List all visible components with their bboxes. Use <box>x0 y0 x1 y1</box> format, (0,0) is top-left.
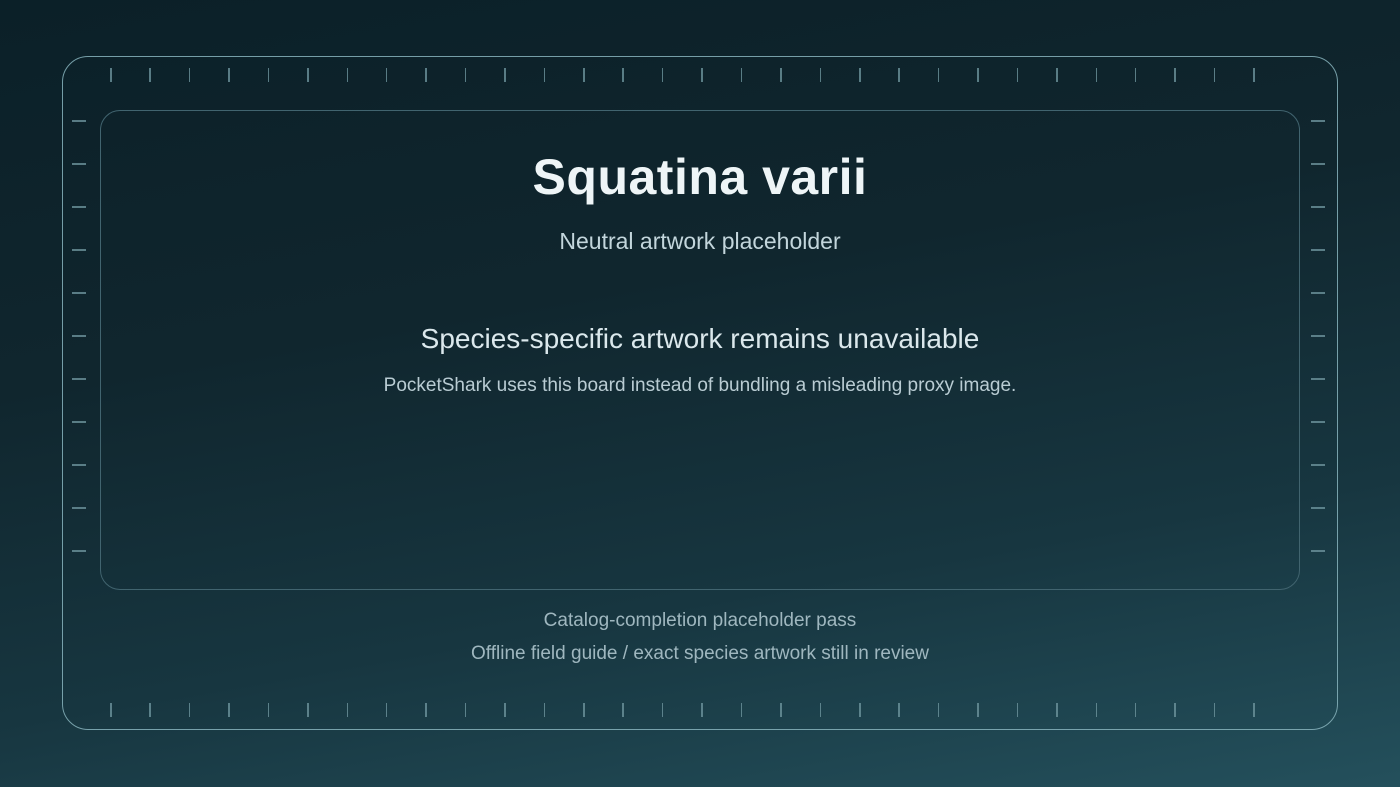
tick-column-left <box>72 120 86 552</box>
tick-mark <box>1174 68 1176 82</box>
tick-mark <box>583 68 585 82</box>
tick-mark <box>504 703 506 717</box>
tick-mark <box>1056 703 1058 717</box>
tick-mark <box>1311 464 1325 466</box>
tick-mark <box>1056 68 1058 82</box>
tick-mark <box>307 703 309 717</box>
tick-mark <box>110 703 112 717</box>
tick-mark <box>72 249 86 251</box>
tick-mark <box>386 703 388 717</box>
species-title: Squatina varii <box>532 149 868 205</box>
tick-mark <box>1311 206 1325 208</box>
tick-mark <box>1017 68 1019 82</box>
tick-mark <box>977 68 979 82</box>
footer-line-primary: Catalog-completion placeholder pass <box>543 610 857 631</box>
tick-mark <box>189 68 191 82</box>
tick-mark <box>465 703 467 717</box>
tick-mark <box>228 68 230 82</box>
tick-mark <box>859 68 861 82</box>
tick-mark <box>72 378 86 380</box>
tick-mark <box>662 703 664 717</box>
tick-mark <box>307 68 309 82</box>
availability-headline: Species-specific artwork remains unavailable <box>420 323 980 354</box>
tick-mark <box>465 68 467 82</box>
tick-mark <box>1311 292 1325 294</box>
tick-mark <box>820 68 822 82</box>
tick-mark <box>741 703 743 717</box>
tick-mark <box>622 68 624 82</box>
tick-mark <box>701 703 703 717</box>
tick-mark <box>72 292 86 294</box>
tick-mark <box>1214 703 1216 717</box>
tick-mark <box>504 68 506 82</box>
tick-mark <box>780 703 782 717</box>
tick-mark <box>898 703 900 717</box>
footer-line-secondary: Offline field guide / exact species artwork still in review <box>471 643 929 664</box>
tick-mark <box>701 68 703 82</box>
tick-mark <box>347 68 349 82</box>
tick-mark <box>780 68 782 82</box>
tick-mark <box>228 703 230 717</box>
tick-mark <box>149 68 151 82</box>
tick-mark <box>1017 703 1019 717</box>
tick-mark <box>1311 335 1325 337</box>
tick-mark <box>1135 68 1137 82</box>
tick-mark <box>1311 163 1325 165</box>
tick-mark <box>622 703 624 717</box>
tick-mark <box>1311 378 1325 380</box>
tick-mark <box>1311 249 1325 251</box>
tick-mark <box>544 703 546 717</box>
tick-mark <box>189 703 191 717</box>
tick-mark <box>820 703 822 717</box>
tick-mark <box>1253 703 1255 717</box>
tick-mark <box>1096 703 1098 717</box>
board-content <box>100 110 1300 397</box>
tick-mark <box>662 68 664 82</box>
tick-mark <box>898 68 900 82</box>
tick-mark <box>72 335 86 337</box>
tick-mark <box>72 163 86 165</box>
tick-mark <box>583 703 585 717</box>
tick-mark <box>110 68 112 82</box>
availability-note: PocketShark uses this board instead of bundling a misleading proxy image. <box>383 375 1017 396</box>
tick-mark <box>72 206 86 208</box>
species-subtitle: Neutral artwork placeholder <box>559 228 841 254</box>
tick-mark <box>1253 68 1255 82</box>
tick-mark <box>72 421 86 423</box>
board-footer <box>100 604 1300 670</box>
tick-mark <box>1214 68 1216 82</box>
tick-row-bottom <box>110 703 1255 717</box>
tick-mark <box>386 68 388 82</box>
tick-mark <box>741 68 743 82</box>
tick-mark <box>544 68 546 82</box>
tick-mark <box>859 703 861 717</box>
tick-mark <box>149 703 151 717</box>
tick-mark <box>72 550 86 552</box>
tick-mark <box>425 703 427 717</box>
tick-mark <box>72 507 86 509</box>
tick-mark <box>977 703 979 717</box>
tick-mark <box>938 68 940 82</box>
tick-mark <box>347 703 349 717</box>
tick-column-right <box>1311 120 1325 552</box>
tick-mark <box>1135 703 1137 717</box>
tick-mark <box>268 68 270 82</box>
tick-row-top <box>110 68 1255 82</box>
tick-mark <box>1311 507 1325 509</box>
tick-mark <box>938 703 940 717</box>
tick-mark <box>1311 120 1325 122</box>
tick-mark <box>72 464 86 466</box>
tick-mark <box>268 703 270 717</box>
tick-mark <box>1311 550 1325 552</box>
tick-mark <box>1174 703 1176 717</box>
tick-mark <box>72 120 86 122</box>
tick-mark <box>1311 421 1325 423</box>
tick-mark <box>1096 68 1098 82</box>
tick-mark <box>425 68 427 82</box>
